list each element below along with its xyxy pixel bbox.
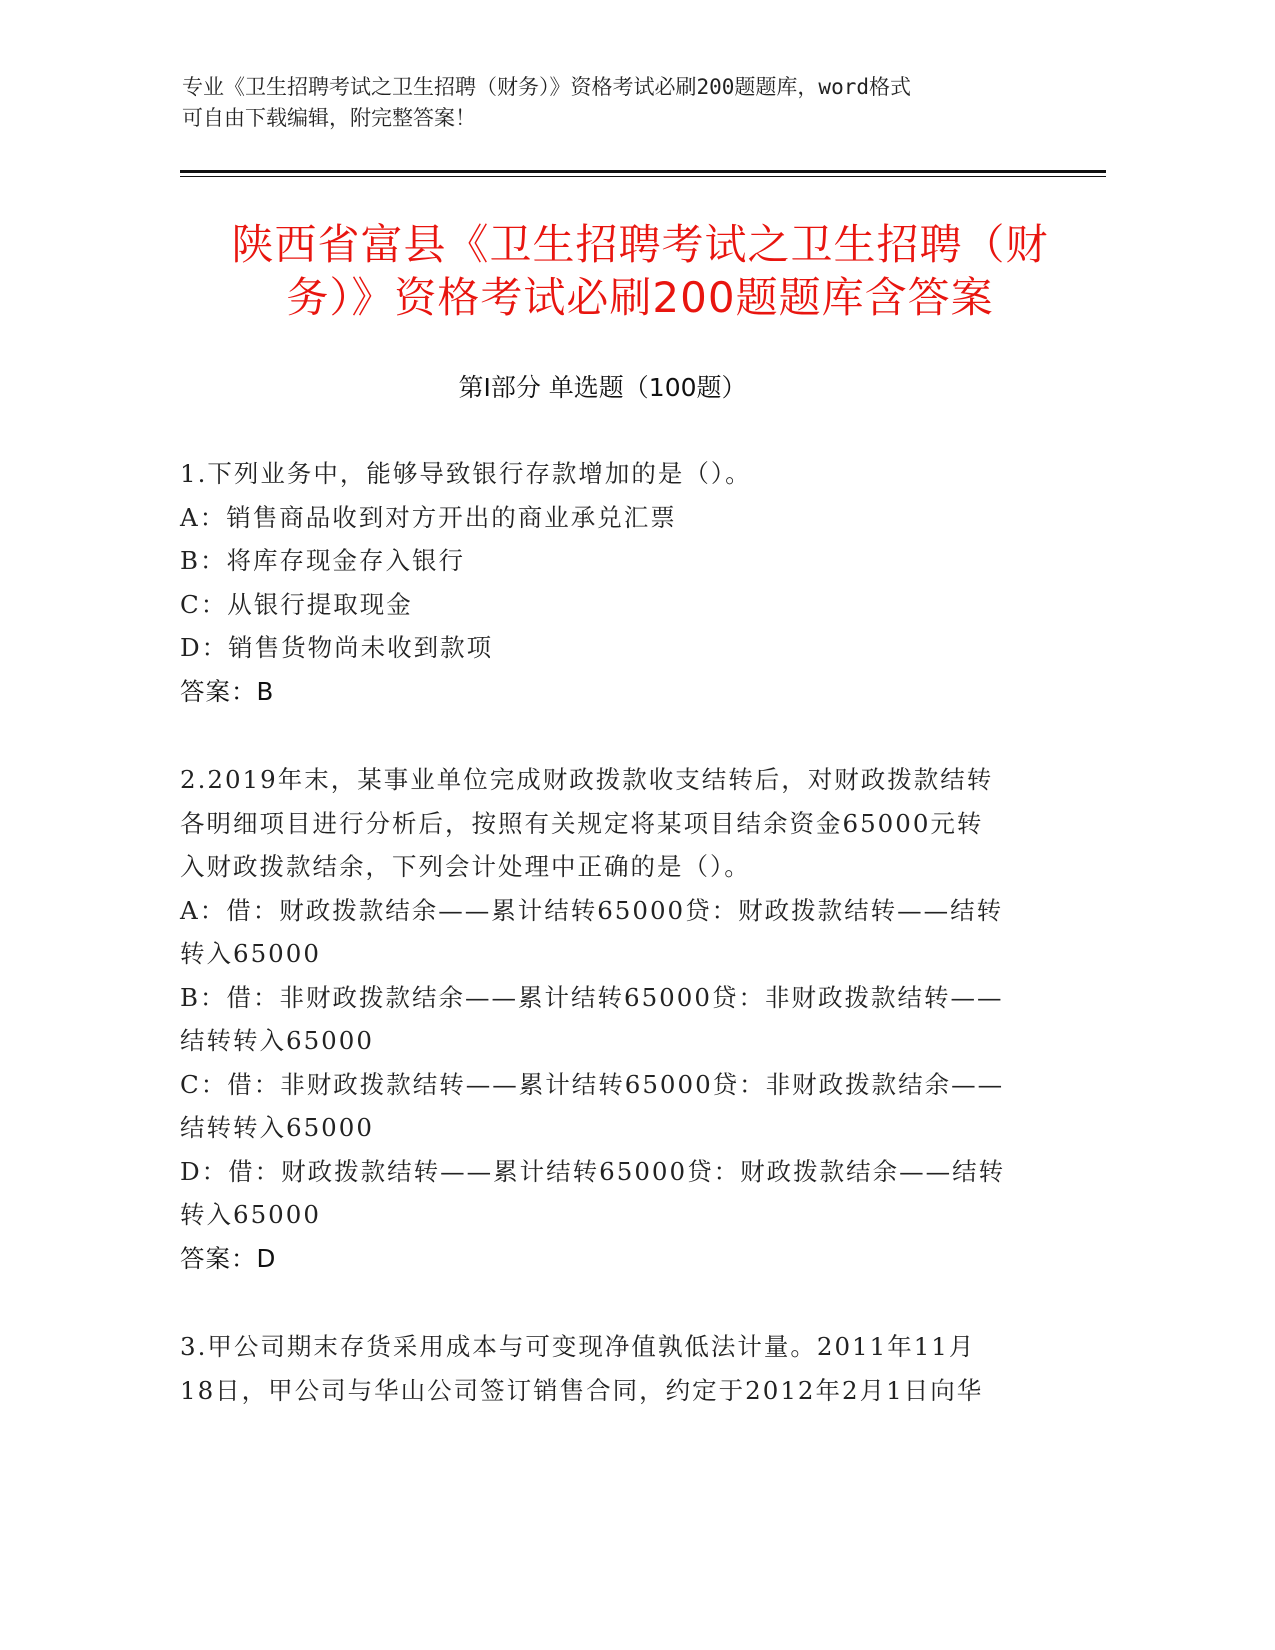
answer: 答案：B [180,676,275,706]
option-c-cont: 结转转入65000 [180,1113,374,1142]
option-d: D：借：财政拨款结转——累计结转65000贷：财政拨款结余——结转 [180,1156,1006,1186]
option-c: C：借：非财政拨款结转——累计结转65000贷：非财政拨款结余—— [180,1069,1005,1099]
title-line: 务）》资格考试必刷200题题库含答案 [286,273,994,322]
option-b: B：将库存现金存入银行 [180,546,466,575]
answer: 答案：D [180,1243,277,1273]
title-line: 陕西省富县《卫生招聘考试之卫生招聘（财 [231,220,1049,269]
option-b: B：借：非财政拨款结余——累计结转65000贷：非财政拨款结转—— [180,982,1004,1012]
option-a-cont: 转入65000 [180,939,321,968]
header-divider-thin [180,176,1106,177]
question-3 [180,1325,1040,1412]
question-stem: 1.下列业务中，能够导致银行存款增加的是（）。 [180,459,752,488]
question-stem: 2.2019年末，某事业单位完成财政拨款收支结转后，对财政拨款结转 [180,765,994,794]
option-d: D：销售货物尚未收到款项 [180,633,494,662]
header-divider-thick [180,170,1106,173]
document-title [160,218,1120,324]
header-note-line: 专业《卫生招聘考试之卫生招聘（财务）》资格考试必刷200题题库，word格式 [182,75,911,99]
question-stem: 3.甲公司期末存货采用成本与可变现净值孰低法计量。2011年11月 [180,1332,976,1361]
option-b-cont: 结转转入65000 [180,1026,374,1055]
option-d-cont: 转入65000 [180,1200,321,1229]
section-heading: 第I部分 单选题（100题） [458,373,747,402]
header-note [182,72,1042,134]
question-stem: 18日，甲公司与华山公司签订销售合同，约定于2012年2月1日向华 [180,1375,984,1405]
question-stem: 入财政拨款结余，下列会计处理中正确的是（）。 [180,852,751,881]
option-c: C：从银行提取现金 [180,589,413,619]
option-a: A：借：财政拨款结余——累计结转65000贷：财政拨款结转——结转 [180,895,1004,925]
question-stem: 各明细项目进行分析后，按照有关规定将某项目结余资金65000元转 [180,808,984,838]
option-a: A：销售商品收到对方开出的商业承兑汇票 [180,502,677,532]
question-1 [180,452,1040,713]
header-note-line: 可自由下载编辑，附完整答案！ [182,106,476,130]
question-2 [180,758,1040,1280]
